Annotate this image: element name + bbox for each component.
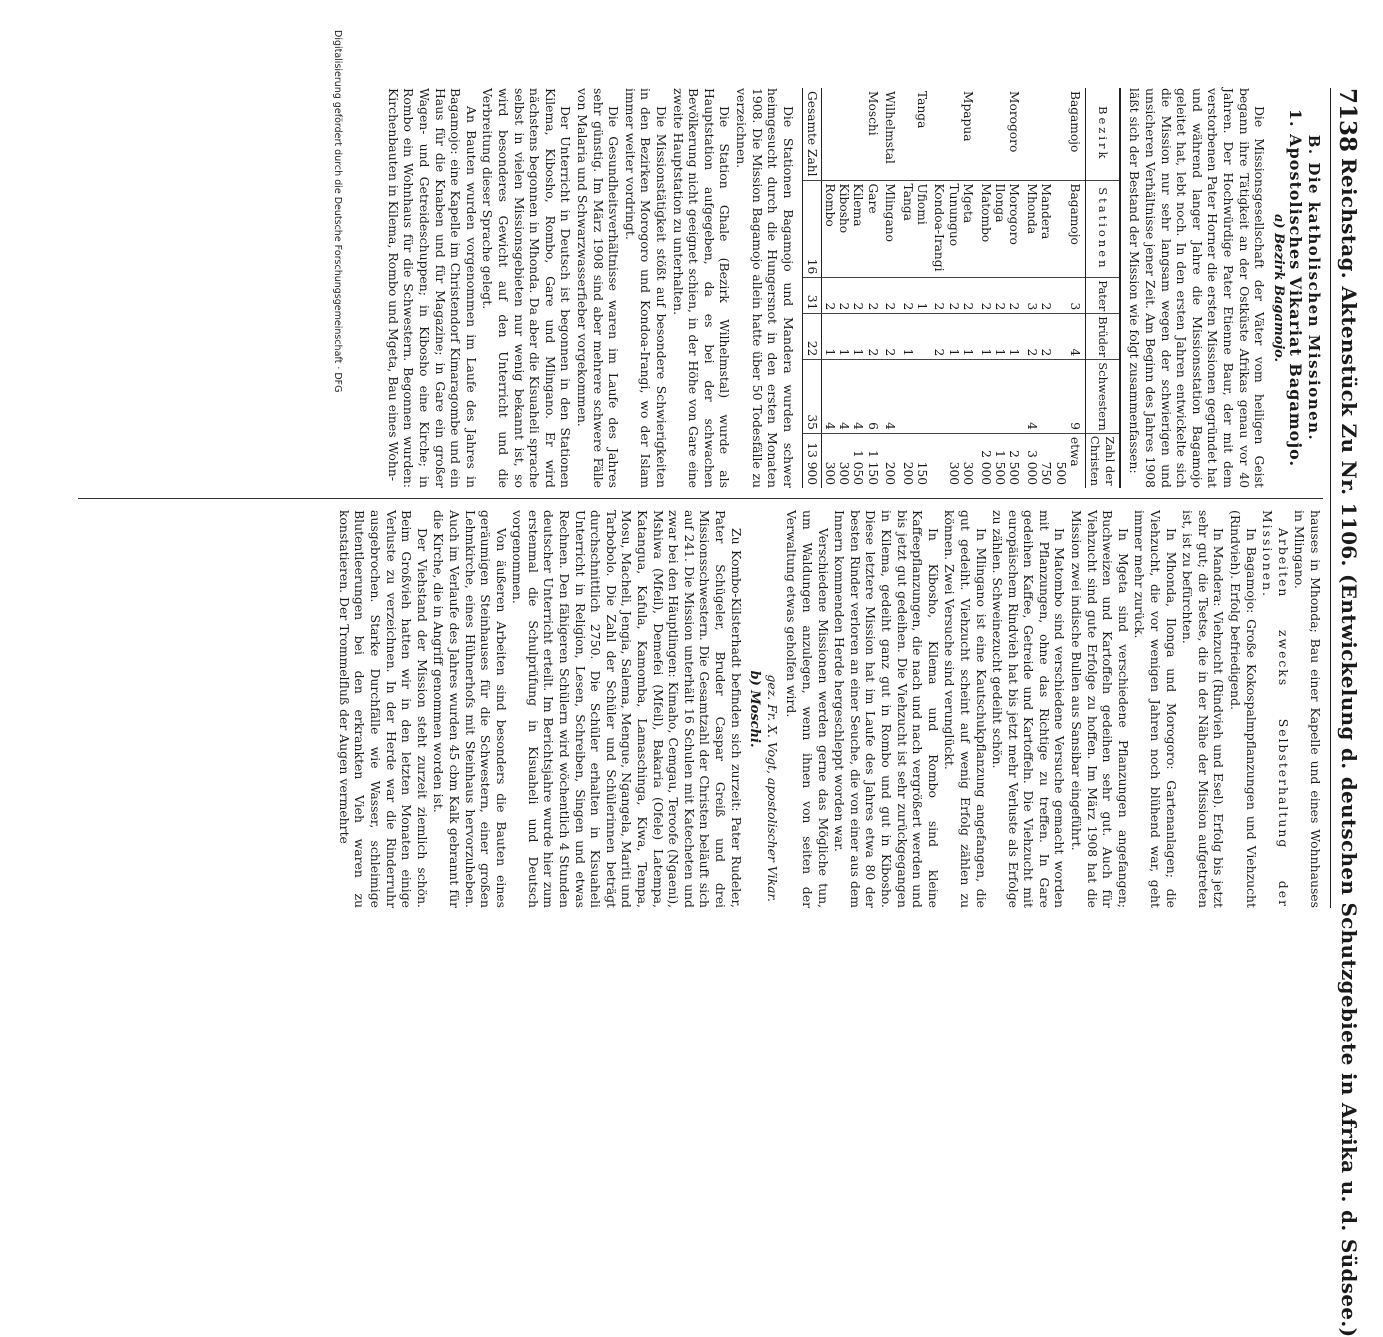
cell-christen-value: 150 [915,461,929,485]
cell-brueder: 1 [961,314,978,360]
cell-schwestern [900,360,914,434]
cell-christen [1007,433,1024,488]
table-row [1024,88,1038,488]
paragraph-buildings: An Bauten wurden vorgenommen im Laufe des Jahres in Bagamojo: eine Kapelle im Christendorf Kimaragombe und ein Haus für die Knaben und für Magazine; in Gare ein großer Wagen- und Getreideschuppen; in Kibosho eine Kirche; in Rombo ein Wohnhaus für die Schwestern. Begonnen wurden: Kirchenbauten in Kilema, Rombo und Mgeta, Bau eines Wohn- [385,88,479,488]
cell-christen-value: 500 [1053,461,1068,485]
cell-bezirk: Tanga [915,88,932,180]
table-row [1053,88,1085,488]
cell-brueder: 1 [822,314,837,360]
cell-schwestern [993,360,1007,434]
cell-station: Tanga [900,180,914,278]
cell-schwestern: 6 [865,360,882,434]
cell-bezirk [1024,88,1038,180]
table-row [978,88,992,488]
table-row [946,88,960,488]
cell-christen-value: 200 [883,461,898,485]
cell-pater: 2 [961,278,978,314]
cell-schwestern [978,360,992,434]
table-row [1039,88,1053,488]
cell-station: Ufiomi [915,180,932,278]
cell-pater: 2 [993,278,1007,314]
cell-bezirk: Morogoro [1007,88,1024,180]
paragraph-mgeta: In Mgeta sind verschiedene Pflanzungen angefangen; Buchweizen und Kartoffeln gedeihen sehr gut. Auch für Viehzucht sind gute Erfolge zu hoffen. Im März 1908 hat die Mission zwei indische Bullen aus Sansibar eingeführt. [1069,510,1131,908]
cell-station: Ilonga [993,180,1007,278]
cell-christen-value: 1 050 [851,450,866,485]
table-row [837,88,851,488]
cell-station: Mhonda [1024,180,1038,278]
cell-christen [1039,433,1053,488]
cell-schwestern: 9 [1053,360,1085,434]
col-header-bezirk: Bezirk [1086,88,1120,180]
cell-pater: 2 [1039,278,1053,314]
cell-pater: 1 [915,278,932,314]
paragraph-health: Die Gesundheitsverhältnisse waren im Laufe des Jahres sehr günstig. Im März 1908 sind aber mehrere schwere Fälle von Malaria und Schwarzwasserfieber vorgekommen. [575,88,622,488]
cell-brueder: 4 [1053,314,1085,360]
cell-station: Kibosho [837,180,851,278]
cell-brueder: 2 [1024,314,1038,360]
table-row [915,88,932,488]
cell-christen [1024,433,1038,488]
cell-bezirk [837,88,851,180]
cell-christen [932,433,946,488]
cell-brueder: 1 [946,314,960,360]
cell-christen-value: 2 000 [978,450,993,485]
cell-schwestern: 4 [851,360,865,434]
subsection-heading-b: b) Moschi. [747,670,763,748]
cell-station: Mgeta [961,180,978,278]
cell-pater: 2 [865,278,882,314]
paragraph-livestock: Der Viehstand der Mission steht zurzeit ziemlich schön. Beim Großvieh hatten wir in den letzten Monaten einige Verluste zu verzeichnen. In der Herde war die Rinderruhr ausgebrochen. Starke Durchfälle wie Wasser, schleimige Blutentleerungen bei den erkrankten Vieh waren zu konstatieren. Der Trommelfluß der Augen vermehrte [336,510,430,908]
cell-etwa: etwa [1068,436,1083,467]
cell-christen-value: 750 [1039,461,1054,485]
table-row [822,88,837,488]
paragraph-mlingano: In Mlingano ist eine Kautschukpflanzung angefangen, die gut gedeiht. Viehzucht scheint auf wenig Erfolg zählen zu können. Zwei Versuche sind verunglückt. [942,510,989,908]
cell-schwestern: 4 [822,360,837,434]
cell-schwestern [1007,360,1024,434]
cell-christen-value: 300 [946,461,961,485]
paragraph-islam: Die Missionstätigkeit stößt auf besondere Schwierigkeiten in den Bezirken Morogoro und Kondoa-Irangi, wo der Islam immer weiter vordringt. [622,88,669,488]
cell-schwestern [946,360,960,434]
cell-christen [978,433,992,488]
cell-christen [915,433,932,488]
table-row [993,88,1007,488]
col-header-stationen: Stationen [1086,180,1120,278]
cell-bezirk: Mpapua [961,88,978,180]
cell-christen [851,433,865,488]
paragraph-works: Von äußeren Arbeiten sind besonders die Bauten eines geräumigen Steinhauses für die Schwestern, einer großen Lehmkirche, eines Hühnerhofs mit Steinhaus hervorzuheben. Auch im Verlaufe des Jahres wurden 45 cbm Kalk gebrannt für die Kirche, die in Angriff genommen worden ist. [431,510,509,908]
paragraph-forestry: Verschiedene Missionen werden gerne das Mögliche tun, um Waldungen anzulegen, wenn ihnen von seiten der Verwaltung etwas geholfen wird. [784,510,831,908]
cell-bezirk [851,88,865,180]
table-header-row [1086,88,1120,488]
cell-christen-value: 300 [836,461,851,485]
cell-christen-value: 3 000 [1024,450,1039,485]
cell-brueder: 2 [932,314,946,360]
cell-schwestern [961,360,978,434]
table-total-row [802,88,821,488]
page-header [1329,88,1369,1337]
digitization-credit: Digitalisierung gefördert durch die Deutsche Forschungsgemeinschaft · DFG [332,30,343,393]
cell-pater: 2 [946,278,960,314]
total-stationen: 16 [802,180,821,278]
paragraph-kombo: Zu Kombo-Kilsterhadt befinden sich zurzeit: Pater Rudeler, Pater Schügeler, Bruder Caspar Greiß und drei Missionsschwestern. Die Gesamtzahl der Christen beläuft sich auf 241. Die Mission unterhält 16 Schulen mit Katecheten und zwar bei den Häuptlingen: Kimaho, Cemgau, Teroofe (Ngaeni), Mshiwa (Mfeil), Demefei (Mfeil), Bakaria (Ofele) Latempa, Katangua, Kafula, Kamomba, Lamaschinga, Kiwa, Tempa, Mosu, Macheli, Jengia, Salema, Mengue, Ngangela, Mariti und Tarbobolo. Die Zahl der Schüler und Schülerinnen beträgt durchschnittlich 2750. Die Schüler erhalten in Kisuaheli Unterricht in Religion, Lesen, Schreiben, Singen und etwas Rechnen. Den fähigeren Schülern wird wöchentlich 4 Stunden deutscher Unterricht erteilt. Im Berichtsjahre wurde hier zum erstenmal die Schulprüfung in Kisuaheli und Deutsch vorgenommen. [510,510,744,908]
cell-bezirk [822,88,837,180]
cell-pater: 2 [851,278,865,314]
cell-christen [946,433,960,488]
page-number: 7138 [1334,88,1361,153]
table-row [961,88,978,488]
signature: gez. Fr. X. Vogt, apostolischer Vikar. [764,674,780,902]
cell-christen-value: 2 500 [1007,450,1022,485]
col-header-brueder: Brüder [1086,314,1120,360]
paragraph-ghale: Die Station Ghale (Bezirk Wilhelmstal) wurde als Hauptstation aufgegeben, da es bei der schwachen Bevölkerung nicht geeignet schien, in der Höhe von Gare eine zweite Hauptstation zu unterhalten. [670,88,733,488]
cell-schwestern: 4 [1024,360,1038,434]
table-row [851,88,865,488]
col-header-schwestern: Schwestern [1086,360,1120,434]
paragraph-german-teaching: Der Unterricht in Deutsch ist begonnen in den Stationen Kilema, Kibosho, Rombo, Gare und Mlingano. Er wird nächstens begonnen in Mhonda. Da aber die Kisuaheli sprache selbst in vielen Missionsgebieten nur wenig bekannt ist, so wird besonderes Gewicht auf den Unterricht und die Verbreitung dieser Sprache gelegt. [480,88,574,488]
cell-schwestern: 4 [883,360,900,434]
paragraph-mhonda: In Mhonda, Ilonga und Morogoro: Gartenanlagen; die Viehzucht, die vor wenigen Jahren noch blühend war, geht immer mehr zurück. [1132,510,1179,908]
cell-station: Mlingano [883,180,900,278]
header-rule [1330,88,1331,908]
mission-statistics-table [802,88,1121,488]
cell-pater: 2 [1007,278,1024,314]
running-title: Reichstag. Aktenstück Zu Nr. 1106. (Entwickelung d. deutschen Schutzgebiete in Afrika u. d. Südsee.) [1337,158,1361,1337]
cell-christen [993,433,1007,488]
col-header-christen: Zahl der Christen [1086,433,1120,488]
cell-christen [961,433,978,488]
cell-bezirk: Wilhelmstal [883,88,900,180]
paragraph-kibosho: In Kibosho, Kilema und Rombo sind kleine Kaffeepflanzungen, die nach und nach vergrößert werden und bis jetzt gut gedeihen. Die Viehzucht ist sehr zurückgegangen in Kilema, gedeiht ganz gut in Rombo und gut in Kibosho. Diese letztere Mission hat im Laufe des Jahres etwa 80 der besten Rinder verloren an einer Seuche, die von einer aus dem Innern kommenden Herde hergeschleppt worden war. [832,510,941,908]
cell-christen [822,433,837,488]
cell-pater: 2 [900,278,914,314]
paragraph-matombo: In Matombo sind verschiedene Versuche gemacht worden mit Pflanzungen, ohne das Richtige zu treffen. In Gare gedeihen Kaffee, Getreide und Kartoffeln. Die Viehzucht mit europäischem Rindvieh hat bis jetzt mehr Verluste als Erfolge zu zählen. Schweinezucht gedeiht schön. [990,510,1068,908]
intro-paragraph: Die Missionsgesellschaft der Väter vom heiligen Geist begann ihre Tätigkeit an der Ostküste Afrikas genau vor 40 Jahren. Der Hochwürdige Pater Etienne Baur, der mit dem verstorbenen Pater Horner die ersten Missionen gegründet hat und während langer Jahre die Missionsstation Bagamojo geleitet hat, lebt noch. In den ersten Jahren entwickelte sich die Mission nur sehr langsam wegen der schwierigen und unsicheren Verhältnisse jener Zeit. Am Beginn des Jahres 1908 läßt sich der Bestand der Mission wie folgt zusammenfassen: [1127,88,1268,488]
table-body [802,88,1085,488]
cell-station: Matombo [978,180,992,278]
paragraph-mandera: In Mandera: Viehzucht (Rindvieh und Esel). Erfolg bis jetzt sehr gut; die Tsetse, die in der Nähe der Mission aufgetreten ist, ist zu befürchten. [1180,510,1227,908]
section-heading: B. Die katholischen Missionen. [1305,134,1323,442]
cell-brueder: 2 [1039,314,1053,360]
cell-bezirk: Moschi [865,88,882,180]
cell-station: Bagamojo [1053,180,1085,278]
cell-bezirk [932,88,946,180]
table-row [883,88,900,488]
cell-christen [900,433,914,488]
cell-pater: 2 [932,278,946,314]
cell-brueder: 1 [978,314,992,360]
cell-bezirk: Bagamojo [1053,88,1085,180]
cell-station: Mandera [1039,180,1053,278]
paragraph-hunger: Die Stationen Bagamojo und Mandera wurden schwer heimgesucht durch die Hungersnot in den ersten Monaten 1908. Die Mission Bagamojo allein hatte über 50 Todesfälle zu verzeichnen. [733,88,796,488]
cell-pater: 3 [1053,278,1085,314]
table-row [932,88,946,488]
paragraph-self-support-heading: Arbeiten zwecks Selbsterhaltung der Missionen. [1260,510,1291,908]
table-row [865,88,882,488]
cell-station: Rombo [822,180,837,278]
table-row [1007,88,1024,488]
total-christen: 13 900 [802,433,821,488]
cell-brueder: 1 [993,314,1007,360]
total-schwestern: 35 [802,360,821,434]
cell-station: Morogoro [1007,180,1024,278]
cell-christen [1053,433,1085,488]
cell-christen-value: 1 500 [993,450,1008,485]
cell-christen-value: 300 [822,461,837,485]
total-brueder: 22 [802,314,821,360]
cell-christen [837,433,851,488]
paragraph-bagamojo: In Bagamojo: Große Kokospalmpflanzungen und Viehzucht (Rindvieh). Erfolg befriedigend. [1228,510,1259,908]
cell-christen-value: 300 [961,461,976,485]
cell-christen [883,433,900,488]
cell-brueder [915,314,932,360]
cell-bezirk [993,88,1007,180]
cell-christen-value: 1 150 [865,450,880,485]
cell-brueder: 1 [900,314,914,360]
cell-pater: 2 [837,278,851,314]
cell-brueder: 1 [837,314,851,360]
cell-schwestern [1039,360,1053,434]
cell-schwestern [932,360,946,434]
subsection-heading-a: a) Bezirk Bagamojo. [1270,213,1286,363]
cell-brueder: 2 [865,314,882,360]
cell-pater: 2 [978,278,992,314]
cell-christen-value: 200 [900,461,915,485]
cell-schwestern: 4 [837,360,851,434]
cell-christen [865,433,882,488]
cell-bezirk [1039,88,1053,180]
cell-bezirk [946,88,960,180]
cell-bezirk [978,88,992,180]
paragraph-continued: hauses in Mhonda; Bau einer Kapelle und eines Wohnhauses in Mlingano. [1292,510,1323,908]
cell-brueder: 1 [851,314,865,360]
cell-schwestern [915,360,932,434]
cell-station: Tununguo [946,180,960,278]
total-label: Gesamte Zahl [802,88,821,180]
cell-brueder: 2 [883,314,900,360]
cell-pater: 2 [822,278,837,314]
cell-bezirk [900,88,914,180]
cell-station: Kilema [851,180,865,278]
cell-pater: 3 [1024,278,1038,314]
cell-pater: 2 [883,278,900,314]
vicariate-heading: 1. Apostolisches Vikariat Bagamojo. [1286,108,1306,468]
right-column [335,510,1323,908]
cell-brueder: 1 [1007,314,1024,360]
column-divider [78,498,1323,499]
cell-station: Gare [865,180,882,278]
left-column [384,88,1323,488]
table-row [900,88,914,488]
cell-station: Kondoa-Irangi [932,180,946,278]
col-header-pater: Pater [1086,278,1120,314]
total-pater: 31 [802,278,821,314]
